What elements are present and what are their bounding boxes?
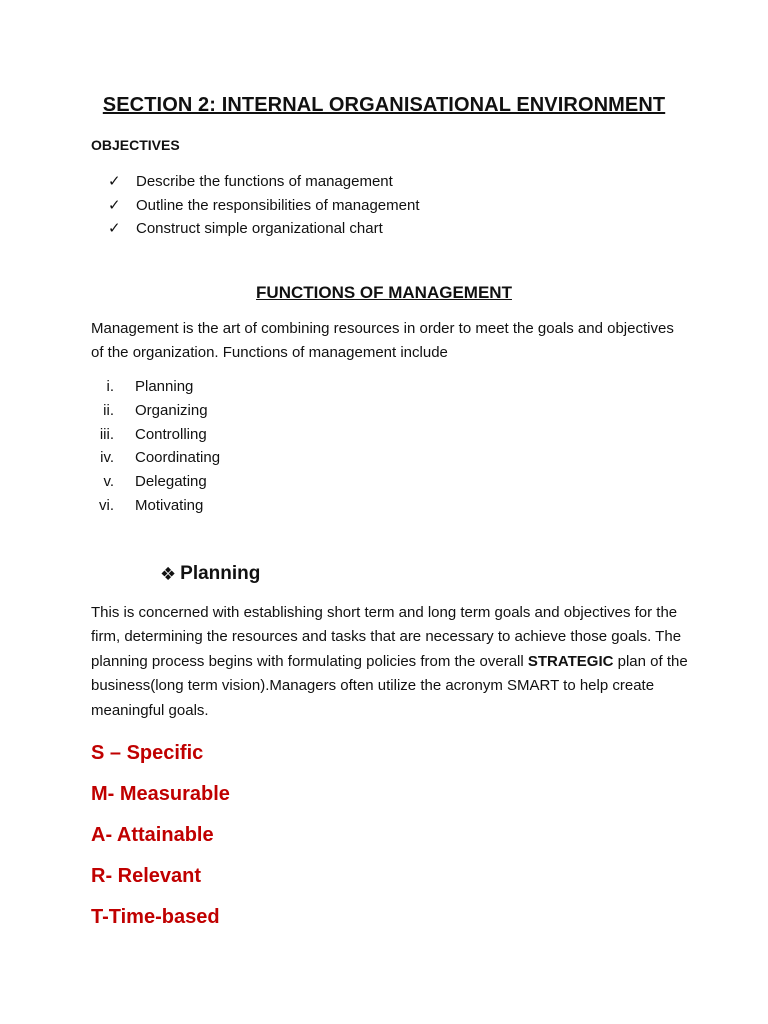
list-numeral: iii. [99,425,114,443]
checkmark-icon: ✓ [108,196,121,214]
list-item [91,399,220,423]
diamond-bullet-icon: ❖ [160,563,177,584]
function-text: Coordinating [135,449,221,467]
objective-text: Construct simple organizational chart [136,220,383,237]
smart-item: R- Relevant [91,865,202,887]
objective-text: Describe the functions of management [136,173,393,190]
checkmark-icon: ✓ [108,173,121,190]
functions-list [91,375,220,518]
smart-item: A- Attainable [91,824,214,846]
function-text: Delegating [135,473,207,491]
strategic-emphasis: STRATEGIC [527,652,614,670]
objectives-list [108,170,420,241]
objectives-heading: OBJECTIVES [91,137,180,153]
smart-item: M- Measurable [91,783,230,805]
function-text: Controlling [135,425,207,443]
function-text: Organizing [135,401,208,419]
list-numeral: i. [106,378,114,395]
list-item [91,494,220,518]
functions-intro-paragraph: Management is the art of combining resources in order to meet the goals and objectives of the organization. Functions of management include [91,320,674,361]
smart-item: T-Time-based [91,906,220,928]
planning-heading-text: Planning [180,563,261,584]
list-item [108,194,420,218]
list-item [91,375,220,399]
objective-text: Outline the responsibilities of management [136,196,420,214]
list-numeral: iv. [100,449,114,467]
list-numeral: v. [103,473,114,491]
list-numeral: vi. [99,496,114,514]
planning-paragraph [91,601,691,723]
planning-heading [160,563,260,585]
list-item [91,470,220,494]
planning-text-start: This is concerned with establishing short term and long term goals and objectives for the firm, determining the resources and tasks that are necessary to achieve those goals. The planning process begins with formulating policies from the overall [91,604,682,670]
function-text: Motivating [135,496,204,514]
function-text: Planning [135,378,194,395]
list-numeral: ii. [103,401,114,419]
list-item [108,170,420,194]
list-item [91,423,220,447]
functions-heading: FUNCTIONS OF MANAGEMENT [256,283,512,302]
smart-item: S – Specific [91,742,204,764]
checkmark-icon: ✓ [108,220,121,237]
smart-acronym-list [91,733,230,938]
list-item [91,446,220,470]
list-item [108,217,420,241]
planning-text-end: plan of the business(long term vision).Managers often utilize the acronym SMART to help create meaningful goals. [91,652,688,719]
section-title: SECTION 2: INTERNAL ORGANISATIONAL ENVIRONMENT [102,94,666,116]
